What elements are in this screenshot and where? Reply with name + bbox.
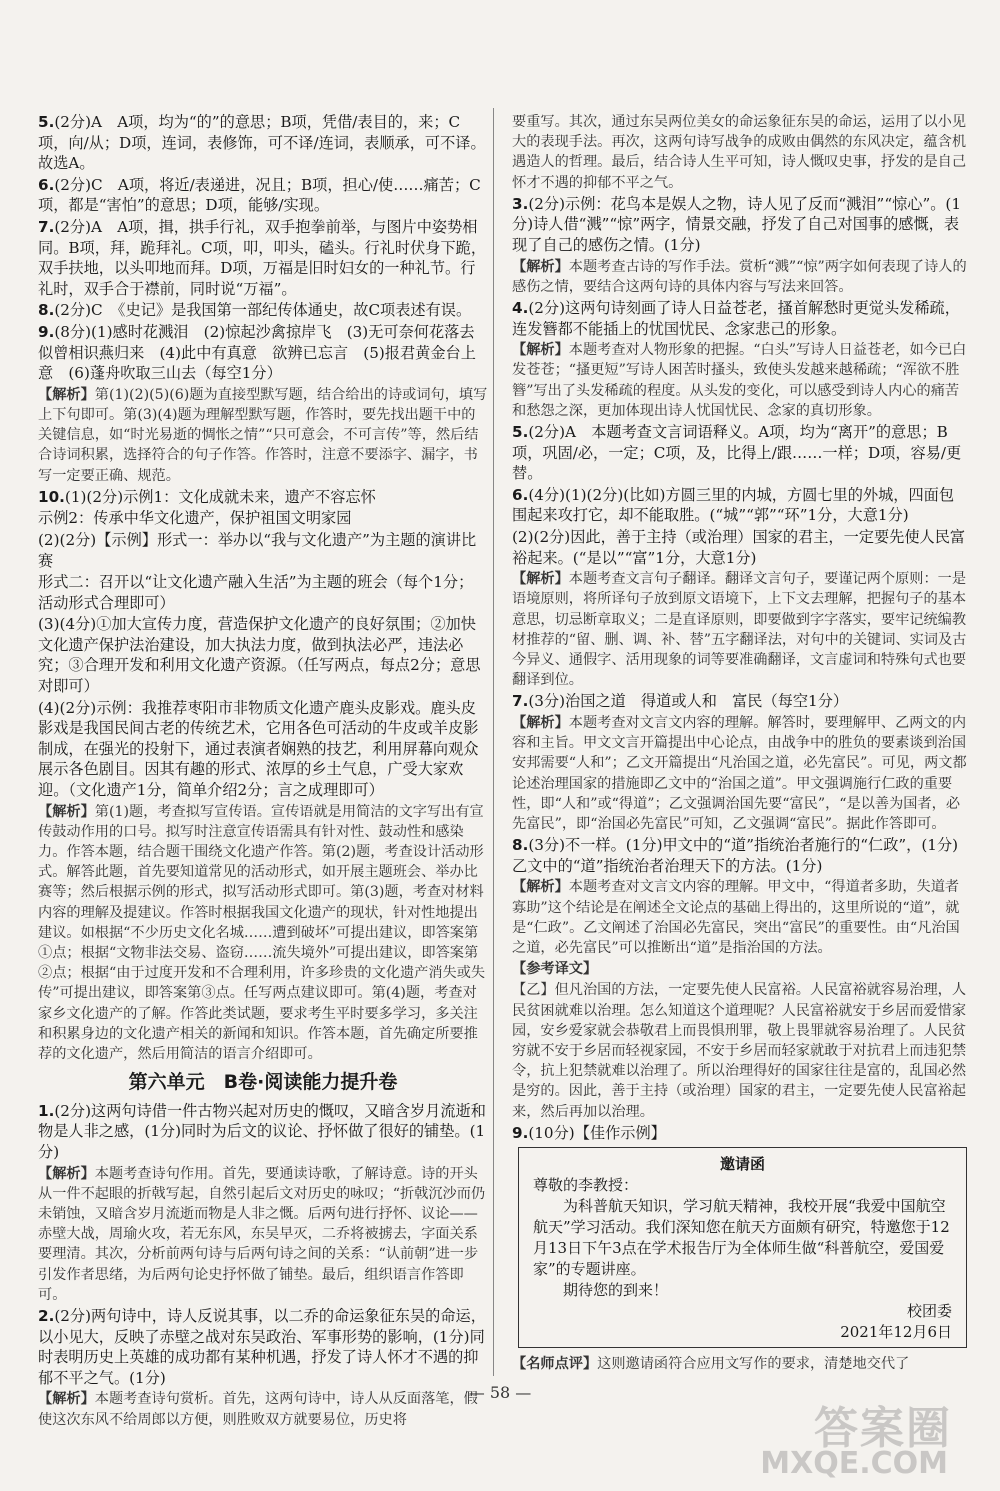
analysis-paragraph (512, 112, 967, 193)
letter-sender: 校团委 (906, 1302, 952, 1321)
analysis-text: 第(1)(2)(5)(6)题为直接型默写题，结合给出的诗或词句，填写上下句即可。第(3)(4)题为理解型默写题，作答时，要先找出题干中的关键信息，如“时光易逝的惆怅之情”“只可意会，不可言传”等，然后结合诗词积累，选择符合的句子作答。作答时，注意不要添字、漏字，书写一定要正确、规范。 (38, 386, 488, 484)
answer-item (38, 487, 488, 508)
analysis-text: 【乙】但凡治国的方法，一定要先使人民富裕。人民富裕就容易治理，人民贫困就难以治理。怎么知道这个道理呢？人民富裕就安于乡居而爱惜家园，安乡爱家就会恭敬君上而畏惧刑罪，敬上畏罪就容易治理了。人民贫穷就不安于乡居而轻视家园，不安于乡居而轻家就敢于对抗君上而违犯禁令，抗上犯禁就难以治理了。所以治理得好的国家往往是富的，乱国必然是穷的。因此，善于主持（或治理）国家的君主，一定要先使人民富裕起来，然后再加以治理。 (512, 982, 967, 1120)
analysis-tag: 【解析】 (38, 1165, 95, 1182)
item-text: (2分)A 本题考查文言词语释义。A项，均为“离开”的意思；B项，巩固/必，一定；C项，及，比得上/跟……一样；D项，容易/更替。 (512, 423, 962, 483)
answer-item (38, 322, 488, 384)
answer-item (38, 217, 488, 299)
analysis-paragraph (512, 713, 967, 834)
analysis-paragraph (512, 877, 967, 958)
item-text: (3分)不一样。(1分)甲文中的“道”指统治者施行的“仁政”，(1分)乙文中的“道”指统治者治理天下的方法。(1分) (512, 836, 959, 875)
item-text: (3分)治国之道 得道或人和 富民（每空1分） (528, 692, 849, 711)
item-text: (10分)【佳作示例】 (528, 1123, 666, 1142)
analysis-text: 本题考查对文言文内容的理解。甲文中，“得道者多助，失道者寡助”这个结论是在阐述全文论点的基础上得出的，这里所说的“道”，就是“仁政”。乙文阐述了治国必先富民，突出“富民”的重要性。由“凡治国之道，必先富民”可以推断出“道”是指治国的方法。 (512, 879, 960, 956)
answer-item (512, 485, 967, 526)
answer-paragraph: (3)(4分)①加大宣传力度，营造保护文化遗产的良好氛围；②加快文化遗产保护法治建设，加大执法力度，做到执法必严，违法必究；③合理开发和利用文化遗产资源。（任写两点，每点2分；意思对即可） (38, 615, 481, 696)
answer-paragraph: (4)(2分)示例：我推荐枣阳市非物质文化遗产鹿头皮影戏。鹿头皮影戏是我国民间古老的传统艺术，它用各色可活动的牛皮或羊皮影制成，在强光的投射下，通过表演者娴熟的技艺，利用屏幕向观众展示各色剧目。因其有趣的形式、浓厚的乡土气息，广受大家欢迎。（文化遗产1分，简单介绍2分；言之成理即可） (38, 698, 479, 800)
answer-paragraph: 示例2：传承中华文化遗产，保护祖国文明家园 (38, 509, 352, 528)
item-number: 1. (38, 1101, 55, 1120)
item-text: (2分)C A项，将近/表递进，况且；B项，担心/使……痛苦；C项，都是“害怕”的意思；D项，能够/实现。 (38, 175, 481, 215)
analysis-paragraph (512, 257, 967, 297)
item-number: 6. (512, 485, 529, 504)
analysis-paragraph (512, 569, 967, 690)
item-number: 7. (512, 692, 529, 711)
item-number: 3. (512, 194, 529, 213)
answer-paragraph: (2)(2分)【示例】形式一：举办以“我与文化遗产”为主题的演讲比赛 (38, 530, 477, 570)
answer-paragraph: 形式二：召开以“让文化遗产融入生活”为主题的班会（每个1分；活动形式合理即可） (38, 573, 474, 612)
answer-item (38, 112, 488, 174)
answer-paragraph: (2)(2分)因此，善于主持（或治理）国家的君主，一定要先使人民富裕起来。(“是以”“富”1分，大意1分) (512, 527, 966, 567)
analysis-tag: 【解析】 (38, 1391, 95, 1408)
answer-item (512, 691, 967, 712)
item-text: (1)(2分)示例1：文化成就未来，遗产不容忘怀 (64, 487, 376, 506)
analysis-tag: 【解析】 (38, 803, 95, 820)
item-text: (2分)两句诗中，诗人反说其事，以二乔的命运象征东吴的命运，以小见大，反映了赤壁之战对东吴政治、军事形势的影响，(1分)同时表明历史上英雄的成功都有某种机遇，抒发了诗人怀才不遇的抑郁不平之气。(1分) (38, 1307, 486, 1387)
item-text: (2分)A A项，均为“的”的意思；B项，凭借/表目的，来；C项，向/从；D项，连词，表修饰，可不译/连词，表顺承，可不译。故选A。 (38, 113, 486, 173)
item-number: 4. (512, 299, 529, 317)
comment-tag: 【名师点评】 (512, 1356, 598, 1373)
item-text: (8分)(1)感时花溅泪 (2)惊起沙禽掠岸飞 (3)无可奈何花落去 似曾相识燕归来 (4)此中有真意 欲辨已忘言 (5)报君黄金台上意 (6)蓬舟吹取三山去（每空1分） (38, 322, 490, 383)
item-number: 7. (38, 217, 55, 236)
item-text: (2分)这两句诗刻画了诗人日益苍老，搔首解愁时更觉头发稀疏，连发簪都不能插上的忧国忧民、念家悲己的形象。 (512, 299, 960, 338)
letter-title: 邀请函 (719, 1155, 765, 1174)
analysis-paragraph (38, 1164, 488, 1305)
analysis-tag: 【参考译文】 (512, 961, 598, 978)
item-text: (4分)(1)(2分)(比如)方圆三里的内城，方圆七里的外城，四面包围起来攻打它，却不能取胜。(“城”“郭”“环”1分，大意1分) (512, 485, 955, 525)
analysis-text: 第(1)题，考查拟写宣传语。宣传语就是用简洁的文字写出有宣传鼓动作用的口号。拟写时注意宣传语需具有针对性、鼓动性和感染力。作答本题，结合题干围绕文化遗产作答。第(2)题，考查设计活动形式。解答此题，首先要知道常见的活动形式，如开展主题班会、举办比赛等；然后根据示例的形式，拟写活动形式即可。第(3)题，考查对材料内容的理解及提建议。作答时根据我国文化遗产的现状，针对性地提出建议。如根据“不少历史文化名城……遭到破坏”可提出建议，即答案第①点；根据“文物非法交易、盗窃……流失境外”可提出建议，即答案第②点；根据“由于过度开发和不合理利用，许多珍贵的文化遗产消失或失传”可提出建议，即答案第③点。任写两点建议即可。第(4)题，考查对家乡文化遗产的了解。作答此类试题，要求考生平时要多学习，多关注和积累身边的文化遗产相关的新闻和知识。作答本题，首先确定所要推荐的文化遗产，然后用简洁的语言介绍即可。 (38, 803, 486, 1063)
analysis-text: 本题考查对文言文内容的理解。解答时，要理解甲、乙两文的内容和主旨。甲文文言开篇提出中心论点，由战争中的胜负的要素谈到治国安邦需要“人和”；乙文开篇提出“凡治国之道，必先富民”。可见，两文都论述治理国家的措施即乙文中的“治国之道”。甲文强调施行仁政的重要性，即“人和”或“得道”；乙文强调治国先要“富民”，“是以善为国者，必先富民”，即“治国必先富民”可知，乙文强调“富民”。据此作答即可。 (512, 714, 967, 832)
item-number: 8. (512, 836, 529, 855)
analysis-text: 要重写。其次，通过东吴两位美女的命运象征东吴的命运，运用了以小见大的表现手法。再次，这两句诗写战争的成败由偶然的东风决定，蕴含机遇造人的哲理。最后，结合诗人生平可知，诗人慨叹史事，抒发的是自己怀才不遇的抑郁不平之气。 (512, 114, 967, 191)
analysis-tag: 【解析】 (512, 342, 569, 359)
analysis-text: 本题考查诗句赏析。首先，这两句诗中，诗人从反面落笔，假使这次东风不给周郎以方便，则胜败双方就要易位，历史将 (38, 1391, 478, 1428)
analysis-tag: 【解析】 (512, 879, 569, 896)
letter-date: 2021年12月6日 (840, 1323, 952, 1342)
analysis-paragraph (512, 340, 967, 421)
item-number: 10. (38, 487, 65, 506)
item-number: 9. (512, 1123, 529, 1142)
answer-item (38, 1306, 488, 1388)
item-text: (2分)这两句诗借一件古物兴起对历史的慨叹，又暗含岁月流逝和物是人非之感，(1分)同时为后文的议论、抒怀做了很好的铺垫。(1分) (38, 1101, 486, 1162)
letter-closing: 期待您的到来！ (563, 1281, 669, 1300)
answer-item (512, 1123, 967, 1144)
comment-text: 这则邀请函符合应用文写作的要求，清楚地交代了 (597, 1356, 910, 1373)
analysis-text: 本题考查诗句作用。首先，要通读诗歌，了解诗意。诗的开头从一件不起眼的折戟写起，自然引起后文对历史的咏叹；“折戟沉沙而仍未销蚀，又暗含岁月流逝而物是人非之慨。后两句进行抒怀、议论——赤壁大战，周瑜火攻，若无东风，东吴早灭，二乔将被掳去，字面关系要理清。其次，分析前两句诗与后两句诗之间的关系：“认前朝”进一步引发作者思绪，为后两句论史抒怀做了铺垫。最后，组织语言作答即可。 (38, 1165, 486, 1303)
analysis-paragraph (38, 385, 488, 486)
analysis-tag: 【解析】 (38, 386, 95, 403)
item-text: (2分)示例：花鸟本是娱人之物，诗人见了反而“溅泪”“惊心”。(1分)诗人借“溅”“惊”两字，情景交融，抒发了自己对国事的感慨，表现了自己的感伤之情。(1分) (512, 194, 962, 254)
item-number: 2. (38, 1307, 55, 1326)
answer-item (38, 1101, 488, 1163)
analysis-tag: 【解析】 (512, 571, 569, 588)
letter-salutation: 尊敬的李教授： (533, 1176, 639, 1195)
item-text: (2分)A A项，揖，拱手行礼，双手抱拳前举，与图片中姿势相同。B项，拜，跪拜礼。C项，叩，叩头，磕头。行礼时伏身下跪，双手扶地，以头叩地而拜。D项，万福是旧时妇女的一种礼节。行礼时，双手合于襟前，同时说“万福”。 (38, 217, 487, 298)
analysis-text: 本题考查古诗的写作手法。赏析“溅”“惊”两字如何表现了诗人的感伤之情，要结合这两句诗的具体内容与写法来回答。 (512, 258, 967, 295)
answer-item (38, 175, 488, 216)
section-title: 第六单元 B卷·阅读能力提升卷 (128, 1071, 398, 1094)
analysis-paragraph (512, 980, 967, 1121)
item-number: 8. (38, 301, 55, 320)
answer-item (38, 300, 488, 321)
answer-item (512, 835, 967, 876)
item-number: 5. (512, 423, 529, 441)
watermark-url: MXQE.COM (760, 1446, 948, 1481)
analysis-text: 本题考查对人物形象的把握。“白头”写诗人日益苍老，如今已白发苍苍；“搔更短”写诗人困苦时搔头，致使头发越来越稀疏；“浑欲不胜簪”写出了头发稀疏的程度。从头发的变化，可以感受到诗人内心的痛苦和愁怨之深，更加体现出诗人忧国忧民、念家的真切形象。 (512, 342, 967, 419)
answer-item (512, 298, 967, 339)
analysis-tag: 【解析】 (512, 258, 569, 275)
item-text: (2分)C 《史记》是我国第一部纪传体通史，故C项表述有误。 (54, 301, 472, 320)
teacher-comment (512, 1354, 967, 1374)
answer-item (512, 422, 967, 484)
analysis-paragraph (38, 802, 488, 1065)
right-column (512, 112, 967, 1376)
watermark-logo: 答案圈 (814, 1403, 952, 1454)
invitation-letter-box (518, 1147, 967, 1348)
left-column (38, 112, 488, 1431)
item-number: 5. (38, 113, 55, 131)
analysis-text: 本题考查文言句子翻译。翻译文言句子，要谨记两个原则：一是语境原则，将所译句子放到原文语境下，上下文去理解，把握句子的基本意思，切忌断章取义；二是直译原则，即要做到字字落实，要牢记统编教材推荐的“留、删、调、补、替”五字翻译法，对句中的关键词、实词及古今异义、通假字、活用现象的词等要准确翻译，文言虚词和特殊句式也要翻译到位。 (512, 571, 967, 689)
column-divider (493, 108, 494, 1376)
item-number: 6. (38, 175, 55, 194)
analysis-paragraph (512, 959, 967, 979)
page-number: — 58 — (468, 1383, 532, 1402)
analysis-tag: 【解析】 (512, 714, 569, 731)
letter-body: 为科普航天知识，学习航天精神，我校开展“我爱中国航空航天”学习活动。我们深知您在航天方面颇有研究，特邀您于12月13日下午3点在学术报告厅为全体师生做“科普航空，爱国爱家”的专题讲座。 (533, 1197, 950, 1279)
answer-item (512, 194, 967, 256)
item-number: 9. (38, 322, 55, 341)
